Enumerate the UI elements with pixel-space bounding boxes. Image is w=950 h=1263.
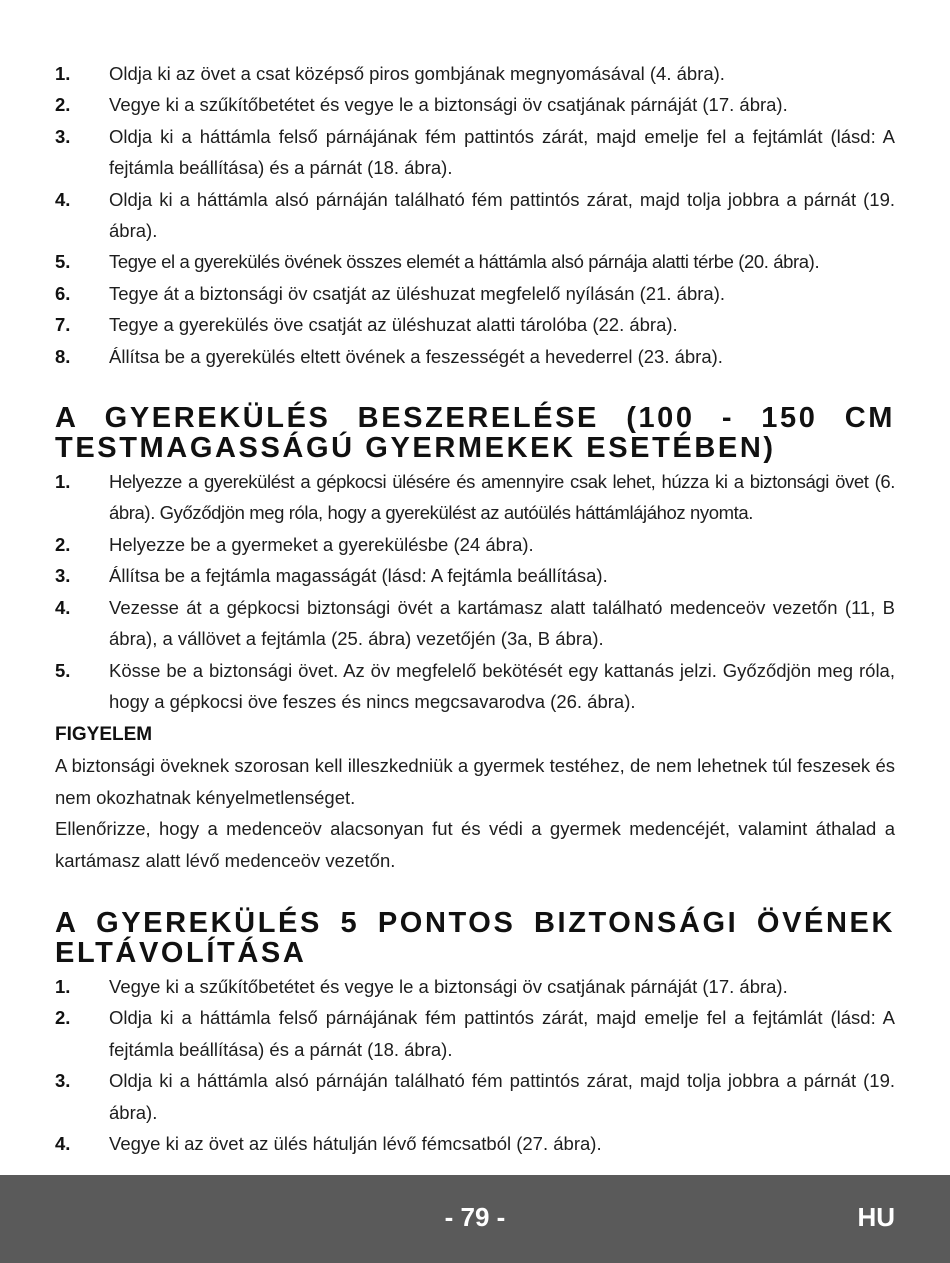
step-number: 1. [55,975,71,997]
step-text: Tegye át a biztonsági öv csatját az üléshuzat megfelelő nyílásán (21. ábra). [109,282,725,304]
step-text: Oldja ki a háttámla felső párnájának fém pattintós zárát, majd emelje fel a fejtámlát (lásd: A fejtámla beállítása) és a párnát (18. ábra). [109,1007,895,1060]
list-item [55,341,895,372]
step-text: Oldja ki a háttámla alsó párnáján található fém pattintós zárat, majd tolja jobbra a párnát (19. ábra). [109,1070,895,1123]
step-text: Kösse be a biztonsági övet. Az öv megfelelő bekötését egy kattanás jelzi. Győződjön meg róla, hogy a gépkocsi öve feszes és nincs megcsavarodva (26. ábra). [109,659,895,712]
step-number: 5. [55,659,71,681]
step-number: 2. [55,1007,71,1029]
list-item [55,121,895,184]
step-list-harness-removal [55,971,895,1159]
step-text: Vegye ki az övet az ülés hátulján lévő fémcsatból (27. ábra). [109,1132,602,1154]
step-text: Állítsa be a gyerekülés eltett övének a feszességét a hevederrel (23. ábra). [109,345,723,367]
step-text: Helyezze a gyerekülést a gépkocsi ülésére és amennyire csak lehet, húzza ki a biztonsági övet (6. ábra). Győződjön meg róla, hogy a gyerekülést az autóülés háttámlájához nyomta. [109,471,895,524]
list-item [55,466,895,529]
list-item [55,89,895,120]
step-number: 6. [55,282,71,304]
list-item [55,560,895,591]
page-number: - 79 - [444,1202,506,1232]
list-item [55,1002,895,1065]
list-item [55,184,895,247]
step-number: 2. [55,94,71,116]
list-item [55,278,895,309]
step-text: Helyezze be a gyermeket a gyerekülésbe (24 ábra). [109,533,534,555]
step-text: Vezesse át a gépkocsi biztonsági övét a kartámasz alatt található medenceöv vezetőn (11, B ábra), a vállövet a fejtámla (25. ábra) vezetőjén (3a, B ábra). [109,596,895,650]
list-item [55,1065,895,1128]
step-number: 4. [55,1132,71,1154]
list-item [55,309,895,340]
step-text: Állítsa be a fejtámla magasságát (lásd: A fejtámla beállítása). [109,565,608,587]
step-number: 1. [55,471,71,493]
step-number: 8. [55,345,71,367]
step-number: 1. [55,63,71,84]
step-number: 3. [55,565,71,587]
section-heading-harness-removal: A GYEREKÜLÉS 5 PONTOS BIZTONSÁGI ÖVÉNEK ELTÁVOLÍTÁSA [55,906,895,969]
list-item [55,655,895,718]
list-item [55,529,895,560]
step-number: 4. [55,596,71,618]
step-text: Vegye ki a szűkítőbetétet és vegye le a biztonsági öv csatjának párnáját (17. ábra). [109,975,788,997]
page-footer [0,1175,950,1263]
step-text: Oldja ki az övet a csat középső piros gombjának megnyomásával (4. ábra). [109,63,725,84]
step-number: 3. [55,125,71,147]
manual-page-content [55,58,895,1159]
section-heading-installation: A GYEREKÜLÉS BESZERELÉSE (100 - 150 CM TESTMAGASSÁGÚ GYERMEKEK ESETÉBEN) [55,402,895,465]
step-text: Tegye a gyerekülés öve csatját az üléshuzat alatti tárolóba (22. ábra). [109,314,678,336]
step-number: 4. [55,188,71,210]
warning-paragraph: Ellenőrizze, hogy a medenceöv alacsonyan fut és védi a gyermek medencéjét, valamint áthalad a kartámasz alatt lévő medenceöv vezetőn. [55,818,895,871]
list-item [55,58,895,89]
list-item [55,592,895,655]
step-number: 2. [55,533,71,555]
step-list-unbuckle [55,58,895,372]
list-item [55,246,895,277]
warning-paragraph: A biztonsági öveknek szorosan kell illeszkedniük a gyermek testéhez, de nem lehetnek túl feszesek és nem okozhatnak kényelmetlenséget. [55,755,895,808]
step-text: Oldja ki a háttámla alsó párnáján található fém pattintós zárat, majd tolja jobbra a párnát (19. ábra). [109,188,895,242]
step-list-installation [55,466,895,717]
warning-title: FIGYELEM [55,724,153,746]
step-text: Vegye ki a szűkítőbetétet és vegye le a biztonsági öv csatjának párnáját (17. ábra). [109,94,788,116]
list-item [55,1128,895,1159]
step-number: 3. [55,1070,71,1092]
list-item [55,971,895,1002]
step-text: Tegye el a gyerekülés övének összes elemét a háttámla alsó párnája alatti térbe (20. ábra). [109,251,820,273]
step-number: 7. [55,314,71,336]
language-code: HU [857,1202,895,1232]
step-text: Oldja ki a háttámla felső párnájának fém pattintós zárát, majd emelje fel a fejtámlát (lásd: A fejtámla beállítása) és a párnát (18. ábra). [109,125,895,179]
step-number: 5. [55,251,71,273]
